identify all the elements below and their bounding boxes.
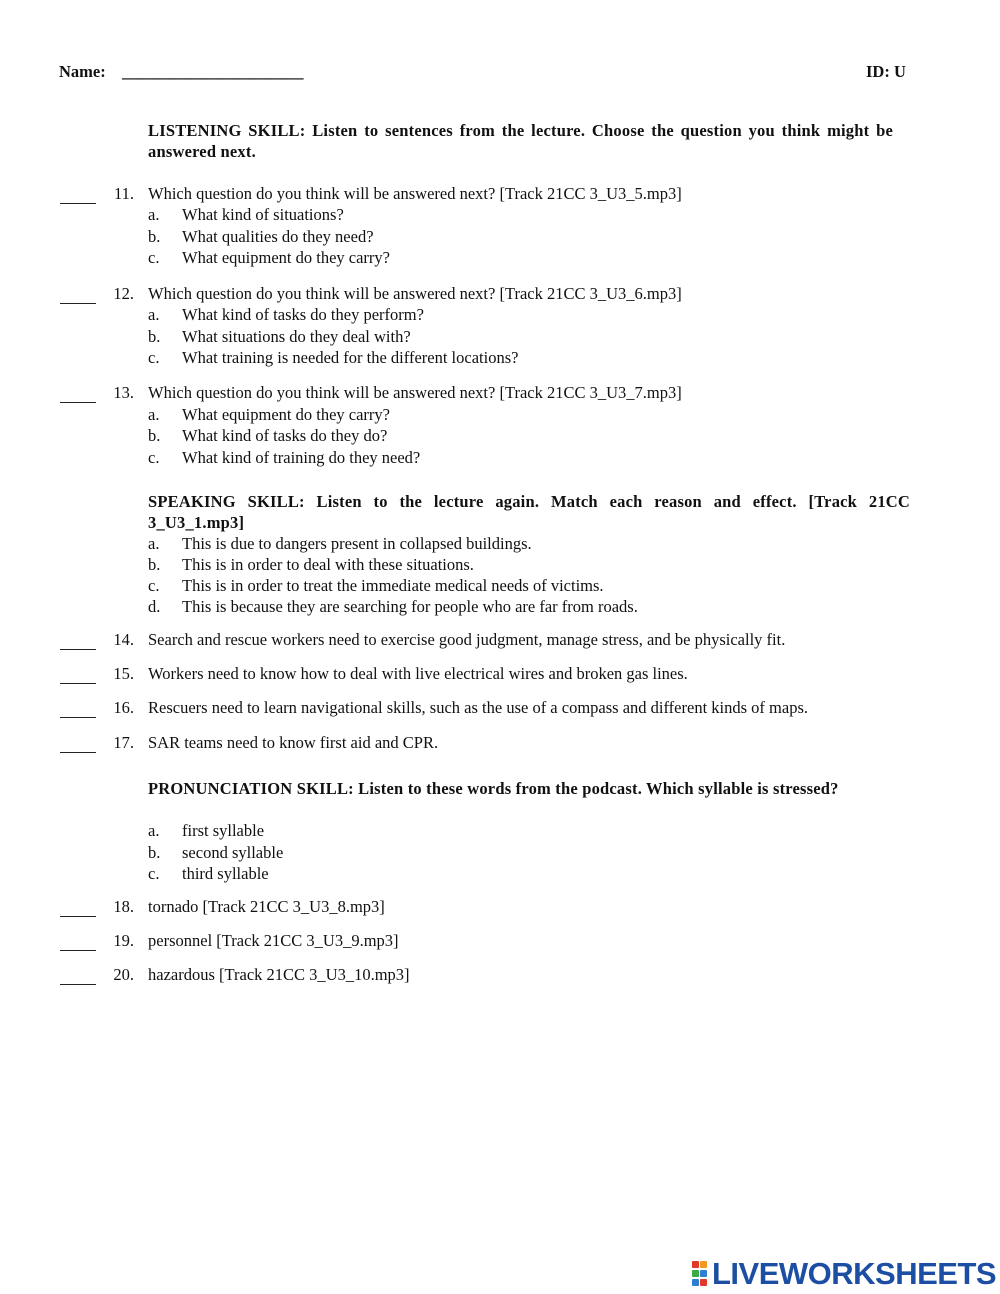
name-label: Name: — [59, 62, 106, 81]
question-number: 12. — [113, 284, 134, 303]
answer-blank-11[interactable] — [58, 185, 98, 203]
option-letter: b. — [148, 555, 161, 574]
question-number: 13. — [113, 383, 134, 402]
answer-blank-20[interactable] — [58, 966, 98, 984]
answer-blank-12[interactable] — [58, 285, 98, 303]
option-text: What qualities do they need? — [182, 227, 374, 246]
option-text: What kind of tasks do they do? — [182, 426, 388, 445]
answer-blank-19[interactable] — [58, 932, 98, 950]
option-letter: c. — [148, 864, 160, 883]
option-letter: d. — [148, 597, 161, 616]
option-letter: c. — [148, 576, 160, 595]
question-number: 11. — [113, 184, 134, 203]
option-text: What equipment do they carry? — [182, 405, 390, 424]
option-letter: a. — [148, 205, 160, 224]
option-letter: b. — [148, 843, 161, 862]
question-text: SAR teams need to know first aid and CPR. — [148, 733, 439, 752]
option-text: This is in order to treat the immediate medical needs of victims. — [182, 576, 604, 595]
option-letter: b. — [148, 327, 161, 346]
question-number: 17. — [113, 733, 134, 752]
option-text: This is because they are searching for people who are far from roads. — [182, 597, 638, 616]
speaking-instruction: SPEAKING SKILL: Listen to the lecture again. Match each reason and effect. [Track 21CC 3_U3_1.mp3] — [148, 492, 910, 532]
question-number: 14. — [113, 630, 134, 649]
option-text: second syllable — [182, 843, 284, 862]
option-letter: b. — [148, 227, 161, 246]
option-text: first syllable — [182, 821, 265, 840]
option-letter: a. — [148, 305, 160, 324]
logo-mark-icon — [692, 1261, 708, 1287]
listening-instruction: LISTENING SKILL: Listen to sentences from the lecture. Choose the question you think might be answered next. — [148, 121, 893, 161]
logo-text: LIVEWORKSHEETS — [712, 1256, 997, 1291]
option-letter: a. — [148, 405, 160, 424]
option-letter: c. — [148, 448, 160, 467]
question-text: Rescuers need to learn navigational skills, such as the use of a compass and different kinds of maps. — [148, 698, 808, 717]
question-text: Which question do you think will be answered next? [Track 21CC 3_U3_5.mp3] — [148, 184, 682, 203]
option-text: What equipment do they carry? — [182, 248, 390, 267]
id-label: ID: U — [866, 62, 906, 81]
answer-blank-16[interactable] — [58, 699, 98, 717]
answer-blank-14[interactable] — [58, 631, 98, 649]
answer-blank-13[interactable] — [58, 384, 98, 402]
question-text: Which question do you think will be answered next? [Track 21CC 3_U3_6.mp3] — [148, 284, 682, 303]
option-text: What kind of tasks do they perform? — [182, 305, 424, 324]
option-text: third syllable — [182, 864, 269, 883]
answer-blank-17[interactable] — [58, 734, 98, 752]
option-text: This is in order to deal with these situations. — [182, 555, 474, 574]
question-number: 20. — [113, 965, 134, 984]
pronunciation-instruction: PRONUNCIATION SKILL: Listen to these words from the podcast. Which syllable is stressed? — [148, 779, 839, 798]
option-text: What training is needed for the different locations? — [182, 348, 519, 367]
question-text: personnel [Track 21CC 3_U3_9.mp3] — [148, 931, 399, 950]
question-number: 19. — [113, 931, 134, 950]
option-text: This is due to dangers present in collapsed buildings. — [182, 534, 532, 553]
option-text: What kind of training do they need? — [182, 448, 421, 467]
answer-blank-15[interactable] — [58, 665, 98, 683]
option-letter: b. — [148, 426, 161, 445]
option-letter: a. — [148, 821, 160, 840]
question-text: Search and rescue workers need to exercise good judgment, manage stress, and be physically fit. — [148, 630, 786, 649]
liveworksheets-logo — [692, 1256, 996, 1292]
question-number: 16. — [113, 698, 134, 717]
question-number: 18. — [113, 897, 134, 916]
option-letter: a. — [148, 534, 160, 553]
question-text: hazardous [Track 21CC 3_U3_10.mp3] — [148, 965, 410, 984]
option-text: What situations do they deal with? — [182, 327, 411, 346]
name-field[interactable]: ______________________ — [122, 62, 304, 81]
question-number: 15. — [113, 664, 134, 683]
option-text: What kind of situations? — [182, 205, 344, 224]
question-text: tornado [Track 21CC 3_U3_8.mp3] — [148, 897, 385, 916]
option-letter: c. — [148, 248, 160, 267]
answer-blank-18[interactable] — [58, 898, 98, 916]
question-text: Workers need to know how to deal with live electrical wires and broken gas lines. — [148, 664, 688, 683]
question-text: Which question do you think will be answered next? [Track 21CC 3_U3_7.mp3] — [148, 383, 682, 402]
option-letter: c. — [148, 348, 160, 367]
